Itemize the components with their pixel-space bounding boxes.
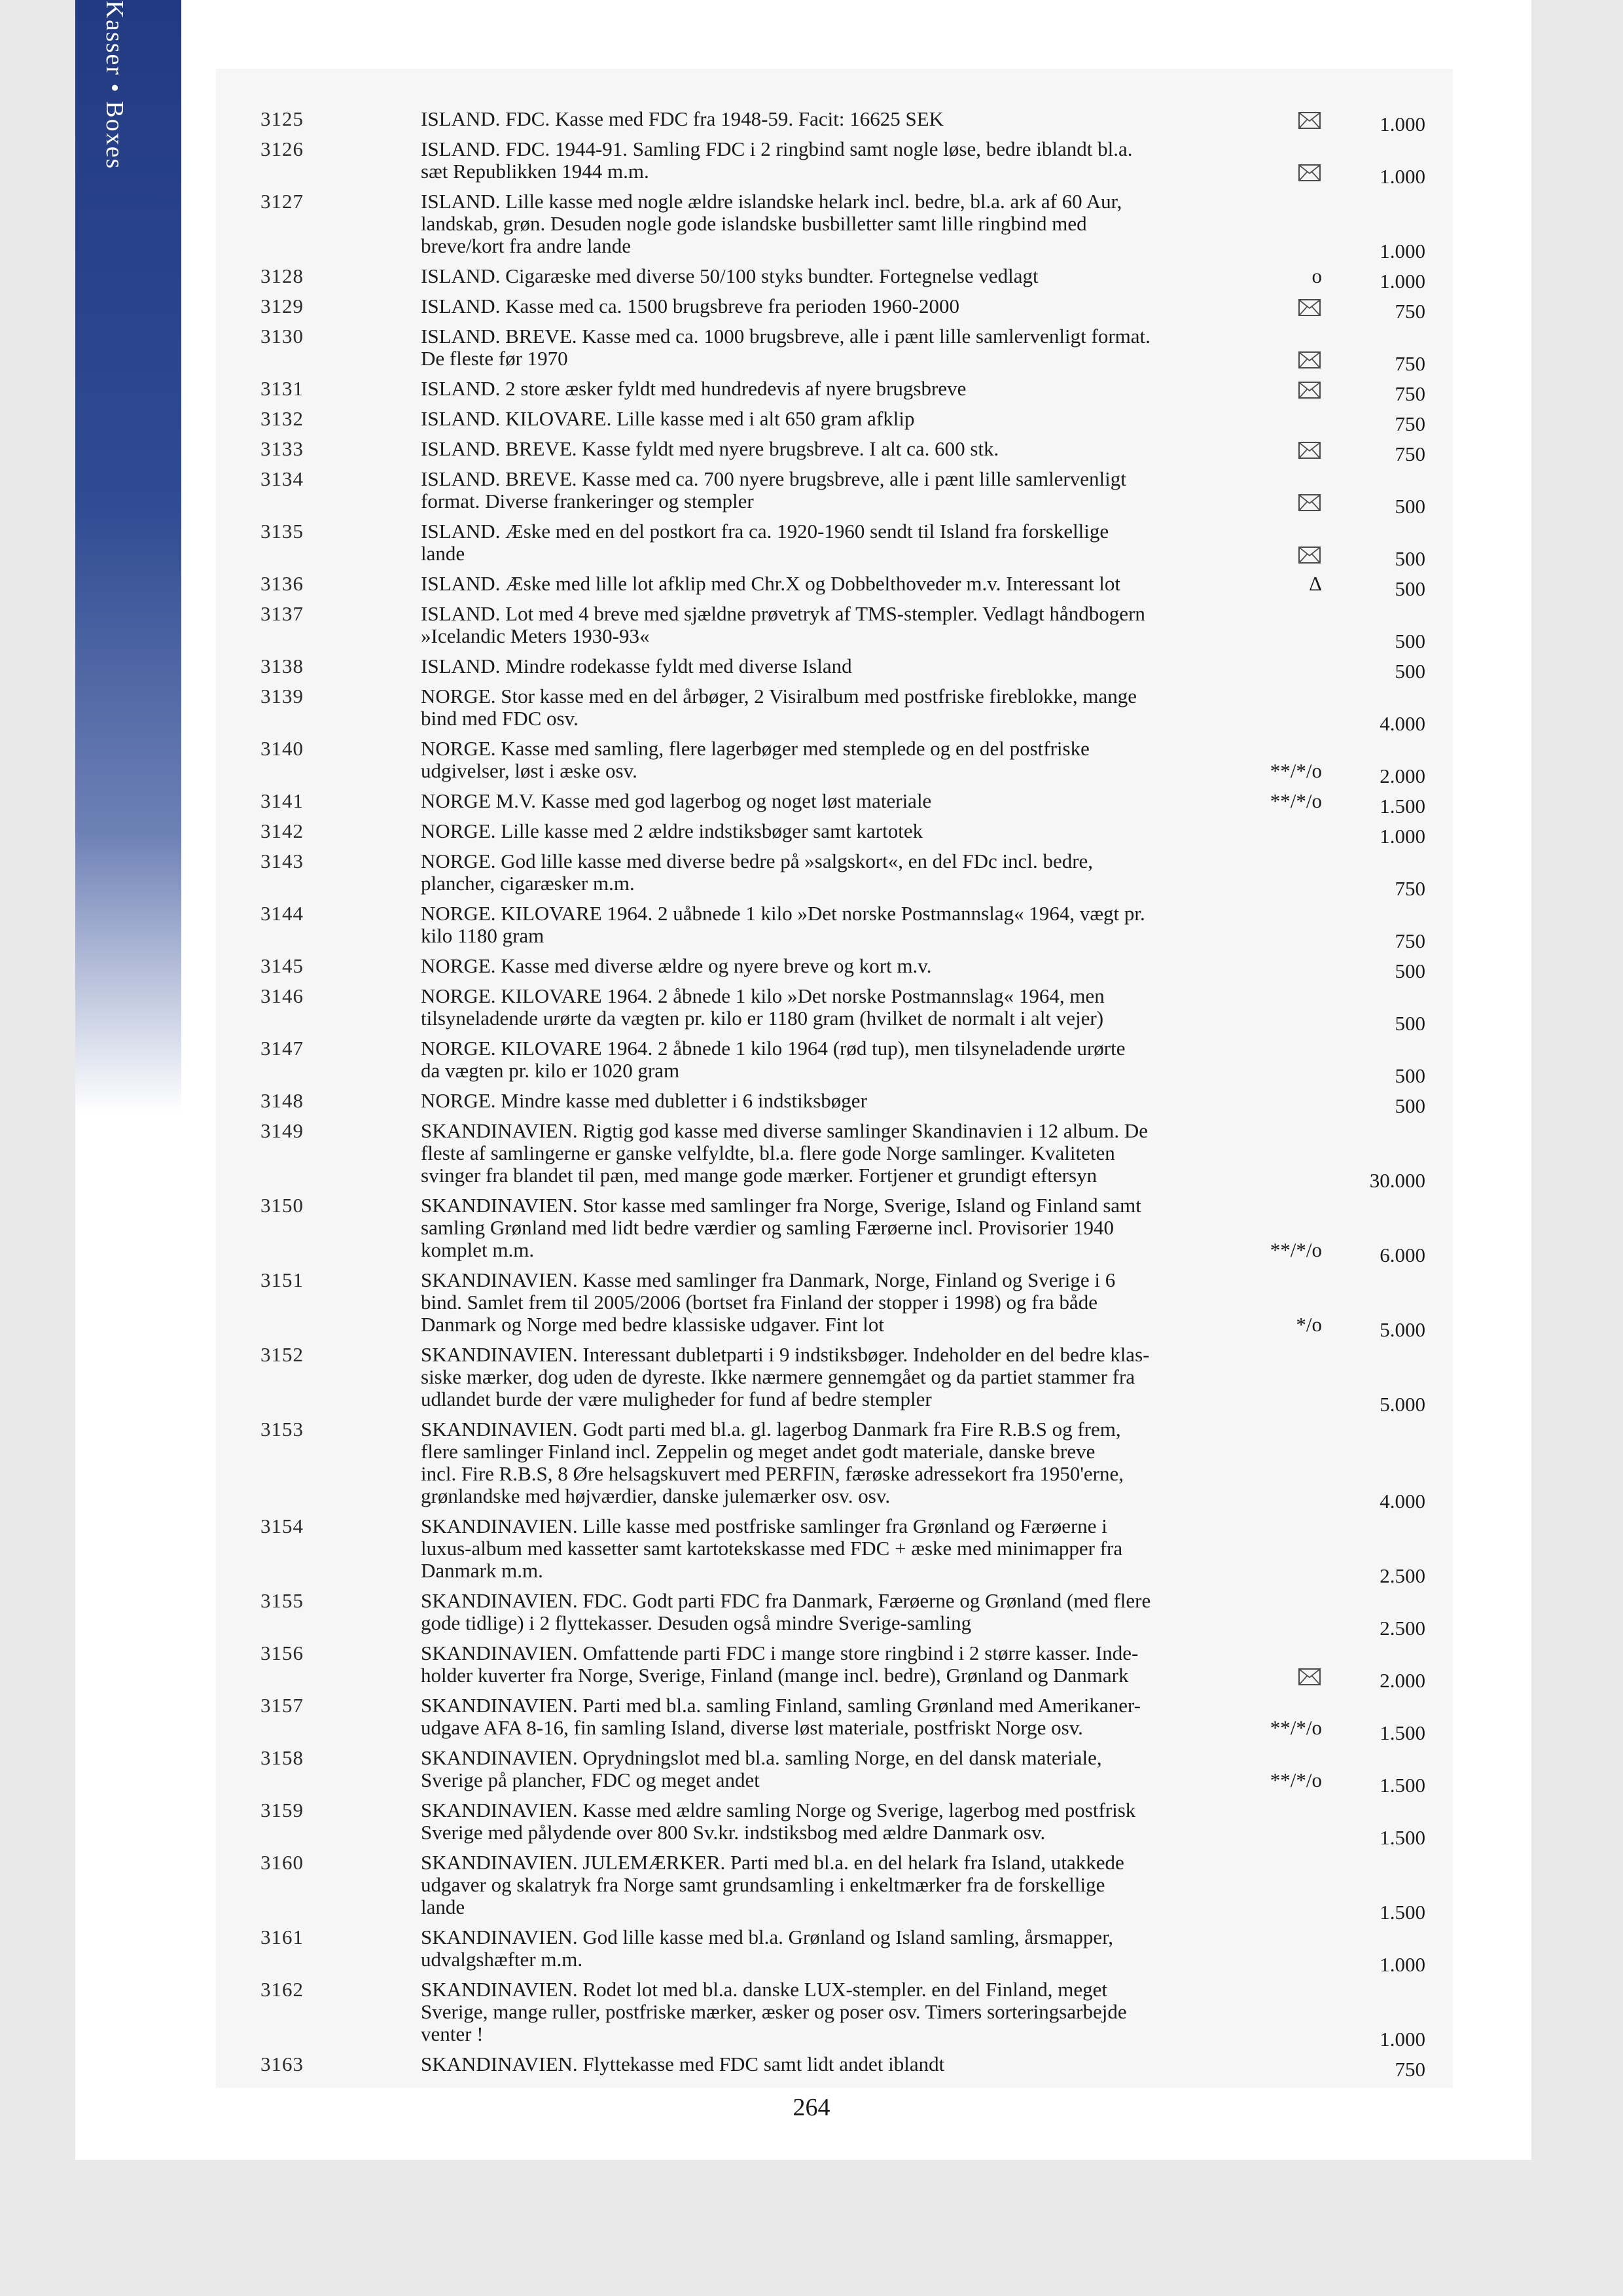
lot-description-line: lande (421, 542, 465, 565)
lot-description-line: SKANDINAVIEN. Lille kasse med postfriske samlinger fra Grønland og Færøerne i (421, 1515, 1107, 1537)
lot-description-line: landskab, grøn. Desuden nogle gode islandske busbilletter samt lille ringbind med (421, 212, 1087, 235)
lot-description-line: Danmark og Norge med bedre klassiske udgaver. Fint lot (421, 1313, 884, 1336)
lot-number: 3154 (260, 1515, 304, 1537)
lot-price: 1.000 (1380, 165, 1425, 188)
lot-description-line: SKANDINAVIEN. Interessant dubletparti i 9 indstiksbøger. Indeholder en del bedre klas- (421, 1343, 1150, 1366)
lot-number: 3157 (260, 1694, 304, 1717)
lot-description-line: ISLAND. 2 store æsker fyldt med hundredevis af nyere brugsbreve (421, 377, 967, 400)
lot-number: 3130 (260, 325, 304, 348)
lot-number: 3133 (260, 437, 304, 460)
lot-price: 2.000 (1380, 764, 1425, 787)
lot-price: 500 (1395, 660, 1425, 683)
lot-description-line: Danmark m.m. (421, 1559, 543, 1582)
delta-symbol: Δ (1309, 572, 1322, 595)
lot-description-line: Sverige på plancher, FDC og meget andet (421, 1768, 760, 1791)
lot-number: 3131 (260, 377, 304, 400)
lot-price: 500 (1395, 1012, 1425, 1035)
lot-description-line: SKANDINAVIEN. Parti med bl.a. samling Finland, samling Grønland med Amerikaner- (421, 1694, 1141, 1717)
lot-description-line: NORGE. Mindre kasse med dubletter i 6 indstiksbøger (421, 1089, 867, 1112)
lot-number: 3134 (260, 467, 304, 490)
lot-description-line: Sverige med pålydende over 800 Sv.kr. indstiksbog med ældre Danmark osv. (421, 1821, 1046, 1844)
lot-price: 750 (1395, 382, 1425, 405)
lot-price: 1.500 (1380, 795, 1425, 817)
lot-price: 2.500 (1380, 1617, 1425, 1640)
lot-description-line: ISLAND. Lille kasse med nogle ældre islandske helark incl. bedre, bl.a. ark af 60 Aur, (421, 190, 1122, 213)
lot-number: 3155 (260, 1589, 304, 1612)
lot-description-line: SKANDINAVIEN. JULEMÆRKER. Parti med bl.a. en del helark fra Island, utakkede (421, 1851, 1124, 1874)
lot-number: 3125 (260, 107, 304, 130)
lot-number: 3148 (260, 1089, 304, 1112)
lot-price: 1.500 (1380, 1901, 1425, 1924)
lot-description-line: format. Diverse frankeringer og stempler (421, 490, 754, 512)
lot-number: 3146 (260, 984, 304, 1007)
lot-description-line: ISLAND. Æske med en del postkort fra ca. 1920-1960 sendt til Island fra forskellige (421, 520, 1109, 543)
lot-number: 3159 (260, 1799, 304, 1821)
lot-description-line: SKANDINAVIEN. Stor kasse med samlinger fra Norge, Sverige, Island og Finland samt (421, 1194, 1141, 1217)
lot-number: 3137 (260, 602, 304, 625)
lot-description-line: bind med FDC osv. (421, 707, 579, 730)
lot-description-line: ISLAND. FDC. 1944-91. Samling FDC i 2 ringbind samt nogle løse, bedre iblandt bl.a. (421, 137, 1133, 160)
lot-description-line: ISLAND. KILOVARE. Lille kasse med i alt 650 gram afklip (421, 407, 915, 430)
lot-price: 1.000 (1380, 1953, 1425, 1976)
lot-description-line: »Icelandic Meters 1930-93« (421, 624, 650, 647)
lot-number: 3147 (260, 1037, 304, 1060)
lot-price: 1.000 (1380, 270, 1425, 293)
lot-description-line: plancher, cigaræsker m.m. (421, 872, 635, 895)
lot-description-line: ISLAND. Æske med lille lot afklip med Chr.X og Dobbelthoveder m.v. Interessant lot (421, 572, 1121, 595)
lot-number: 3143 (260, 850, 304, 872)
lot-description-line: lande (421, 1895, 465, 1918)
lot-description-line: NORGE. KILOVARE 1964. 2 åbnede 1 kilo 1964 (rød tup), men tilsyneladende urørte (421, 1037, 1126, 1060)
lot-description-line: ISLAND. FDC. Kasse med FDC fra 1948-59. Facit: 16625 SEK (421, 107, 944, 130)
condition-symbol: **/*/o (1270, 789, 1322, 812)
lot-number: 3132 (260, 407, 304, 430)
lot-number: 3142 (260, 819, 304, 842)
lot-price: 1.000 (1380, 825, 1425, 848)
lot-number: 3160 (260, 1851, 304, 1874)
lot-description-line: incl. Fire R.B.S, 8 Øre helsagskuvert med PERFIN, færøske adressekort fra 1950'erne, (421, 1462, 1124, 1485)
lot-price: 750 (1395, 300, 1425, 323)
lot-description-line: NORGE. KILOVARE 1964. 2 åbnede 1 kilo »Det norske Postmannslag« 1964, men (421, 984, 1105, 1007)
lot-description-line: gode tidlige) i 2 flyttekasser. Desuden også mindre Sverige-samling (421, 1611, 972, 1634)
envelope-icon (1298, 382, 1321, 399)
lot-number: 3135 (260, 520, 304, 543)
lot-number: 3163 (260, 2053, 304, 2075)
lot-price: 750 (1395, 442, 1425, 465)
lot-description-line: SKANDINAVIEN. Oprydningslot med bl.a. samling Norge, en del dansk materiale, (421, 1746, 1102, 1769)
page-number: 264 (793, 2094, 830, 2121)
lot-price: 500 (1395, 1094, 1425, 1117)
lot-price: 750 (1395, 929, 1425, 952)
condition-symbol: **/*/o (1270, 759, 1322, 782)
lot-description-line: ISLAND. Lot med 4 breve med sjældne prøvetryk af TMS-stempler. Vedlagt håndbogern (421, 602, 1145, 625)
lot-description-line: ISLAND. Kasse med ca. 1500 brugsbreve fra perioden 1960-2000 (421, 295, 959, 317)
lot-number: 3156 (260, 1641, 304, 1664)
lot-description-line: luxus-album med kassetter samt kartotekskasse med FDC + æske med minimapper fra (421, 1537, 1123, 1560)
lot-number: 3129 (260, 295, 304, 317)
lot-description-line: svinger fra blandet til pæn, med mange gode mærker. Fortjener et grundigt eftersyn (421, 1164, 1097, 1187)
lot-number: 3136 (260, 572, 304, 595)
lot-description-line: SKANDINAVIEN. Rigtig god kasse med diverse samlinger Skandinavien i 12 album. De (421, 1119, 1148, 1142)
lot-price: 4.000 (1380, 1490, 1425, 1513)
lot-number: 3144 (260, 902, 304, 925)
lot-description-line: breve/kort fra andre lande (421, 234, 632, 257)
lot-description-line: ISLAND. BREVE. Kasse med ca. 1000 brugsbreve, alle i pænt lille samlervenligt format. (421, 325, 1150, 348)
lot-number: 3145 (260, 954, 304, 977)
lot-description-line: NORGE. God lille kasse med diverse bedre på »salgskort«, en del FDc incl. bedre, (421, 850, 1094, 872)
lot-number: 3152 (260, 1343, 304, 1366)
lot-number: 3151 (260, 1268, 304, 1291)
lot-description-line: udgivelser, løst i æske osv. (421, 759, 637, 782)
envelope-icon (1298, 1668, 1321, 1685)
lot-description-line: ISLAND. BREVE. Kasse med ca. 700 nyere brugsbreve, alle i pænt lille samlervenligt (421, 467, 1126, 490)
lot-price: 1.000 (1380, 113, 1425, 135)
lot-price: 1.500 (1380, 1721, 1425, 1744)
lot-number: 3139 (260, 685, 304, 708)
lot-description-line: flere samlinger Finland incl. Zeppelin og meget andet godt materiale, danske breve (421, 1440, 1096, 1463)
lot-description-line: NORGE. Stor kasse med en del årbøger, 2 Visiralbum med postfriske fireblokke, mange (421, 685, 1137, 708)
lot-price: 750 (1395, 412, 1425, 435)
lot-price: 1.000 (1380, 240, 1425, 262)
lot-description-line: bind. Samlet frem til 2005/2006 (bortset fra Finland der stopper i 1998) og fra både (421, 1291, 1097, 1314)
lot-description-line: udvalgshæfter m.m. (421, 1948, 583, 1971)
lot-price: 1.500 (1380, 1826, 1425, 1849)
lot-number: 3149 (260, 1119, 304, 1142)
lot-description-line: SKANDINAVIEN. Kasse med samlinger fra Danmark, Norge, Finland og Sverige i 6 (421, 1268, 1116, 1291)
lot-description-line: udlandet burde der være muligheder for fund af bedre stempler (421, 1388, 932, 1410)
lot-description-line: udgave AFA 8-16, fin samling Island, diverse løst materiale, postfriskt Norge osv. (421, 1716, 1083, 1739)
lot-price: 500 (1395, 495, 1425, 518)
section-label: Kasser • Boxes (101, 0, 128, 170)
lot-description-line: tilsyneladende urørte da vægten pr. kilo er 1180 gram (hvilket de normalt i alt vejer) (421, 1007, 1104, 1030)
condition-symbol: **/*/o (1270, 1716, 1322, 1739)
lot-number: 3140 (260, 737, 304, 760)
lot-price: 500 (1395, 1064, 1425, 1087)
lot-number: 3126 (260, 137, 304, 160)
lot-description-line: samling Grønland med lidt bedre værdier og samling Færøerne incl. Provisorier 1940 (421, 1216, 1114, 1239)
lot-price: 1.000 (1380, 2028, 1425, 2051)
lot-description-line: ISLAND. Mindre rodekasse fyldt med diverse Island (421, 655, 852, 677)
lot-number: 3162 (260, 1978, 304, 2001)
lot-number: 3138 (260, 655, 304, 677)
lot-price: 5.000 (1380, 1393, 1425, 1416)
envelope-icon (1298, 299, 1321, 316)
lot-price: 750 (1395, 352, 1425, 375)
lot-description-line: SKANDINAVIEN. Flyttekasse med FDC samt lidt andet iblandt (421, 2053, 945, 2075)
lot-price: 500 (1395, 547, 1425, 570)
lot-price: 2.000 (1380, 1669, 1425, 1692)
lot-description-line: SKANDINAVIEN. FDC. Godt parti FDC fra Danmark, Færøerne og Grønland (med flere (421, 1589, 1151, 1612)
lot-description-line: SKANDINAVIEN. Rodet lot med bl.a. danske LUX-stempler. en del Finland, meget (421, 1978, 1107, 2001)
lot-description-line: ISLAND. Cigaræske med diverse 50/100 styks bundter. Fortegnelse vedlagt (421, 264, 1039, 287)
lot-number: 3161 (260, 1926, 304, 1948)
lot-price: 500 (1395, 960, 1425, 982)
lot-description-line: udgaver og skalatryk fra Norge samt grundsamling i enkeltmærker fra de forskellige (421, 1873, 1105, 1896)
condition-symbol: **/*/o (1270, 1768, 1322, 1791)
lot-price: 6.000 (1380, 1244, 1425, 1266)
envelope-icon (1298, 351, 1321, 368)
lot-description-line: ISLAND. BREVE. Kasse fyldt med nyere brugsbreve. I alt ca. 600 stk. (421, 437, 999, 460)
lot-price: 1.500 (1380, 1774, 1425, 1797)
lot-price: 750 (1395, 877, 1425, 900)
lot-description-line: NORGE. Kasse med samling, flere lagerbøger med stemplede og en del postfriske (421, 737, 1090, 760)
lot-description-line: kilo 1180 gram (421, 924, 544, 947)
lot-price: 500 (1395, 577, 1425, 600)
envelope-icon (1298, 547, 1321, 564)
envelope-icon (1298, 112, 1321, 129)
lot-description-line: da vægten pr. kilo er 1020 gram (421, 1059, 680, 1082)
lot-description-line: NORGE. Lille kasse med 2 ældre indstiksbøger samt kartotek (421, 819, 923, 842)
envelope-icon (1298, 442, 1321, 459)
lot-price: 750 (1395, 2058, 1425, 2081)
lot-description-line: Sverige, mange ruller, postfriske mærker, æsker og poser osv. Timers sorteringsarbejde (421, 2000, 1127, 2023)
envelope-icon (1298, 494, 1321, 511)
lot-description-line: venter ! (421, 2022, 484, 2045)
lot-number: 3127 (260, 190, 304, 213)
used-symbol: o (1311, 264, 1322, 287)
lot-description-line: SKANDINAVIEN. Omfattende parti FDC i mange store ringbind i 2 større kasser. Inde- (421, 1641, 1139, 1664)
lot-price: 500 (1395, 630, 1425, 653)
lot-price: 30.000 (1369, 1169, 1425, 1192)
lot-description-line: grønlandske med højværdier, danske julemærker osv. osv. (421, 1484, 891, 1507)
lot-number: 3153 (260, 1418, 304, 1441)
condition-symbol: */o (1296, 1313, 1322, 1336)
lot-description-line: siske mærker, dog uden de dyreste. Ikke nærmere gennemgået og da partiet stammer fra (421, 1365, 1135, 1388)
lot-description-line: SKANDINAVIEN. Godt parti med bl.a. gl. lagerbog Danmark fra Fire R.B.S og frem, (421, 1418, 1121, 1441)
envelope-icon (1298, 164, 1321, 181)
lot-description-line: NORGE M.V. Kasse med god lagerbog og noget løst materiale (421, 789, 932, 812)
lot-number: 3128 (260, 264, 304, 287)
lot-price: 5.000 (1380, 1318, 1425, 1341)
lot-price: 2.500 (1380, 1564, 1425, 1587)
lot-number: 3158 (260, 1746, 304, 1769)
lot-description-line: NORGE. KILOVARE 1964. 2 uåbnede 1 kilo »Det norske Postmannslag« 1964, vægt pr. (421, 902, 1145, 925)
lot-description-line: komplet m.m. (421, 1238, 535, 1261)
lot-description-line: sæt Republikken 1944 m.m. (421, 160, 649, 183)
lot-description-line: SKANDINAVIEN. Kasse med ældre samling Norge og Sverige, lagerbog med postfrisk (421, 1799, 1136, 1821)
lot-description-line: NORGE. Kasse med diverse ældre og nyere breve og kort m.v. (421, 954, 932, 977)
lot-number: 3141 (260, 789, 304, 812)
lot-description-line: fleste af samlingerne er ganske velfyldte, bl.a. flere gode Norge samlinger. Kvaliteten (421, 1141, 1115, 1164)
lot-description-line: De fleste før 1970 (421, 347, 568, 370)
lot-number: 3150 (260, 1194, 304, 1217)
lot-description-line: SKANDINAVIEN. God lille kasse med bl.a. Grønland og Island samling, årsmapper, (421, 1926, 1114, 1948)
lot-price: 4.000 (1380, 712, 1425, 735)
lot-description-line: holder kuverter fra Norge, Sverige, Finland (mange incl. bedre), Grønland og Danmark (421, 1664, 1129, 1687)
condition-symbol: **/*/o (1270, 1238, 1322, 1261)
